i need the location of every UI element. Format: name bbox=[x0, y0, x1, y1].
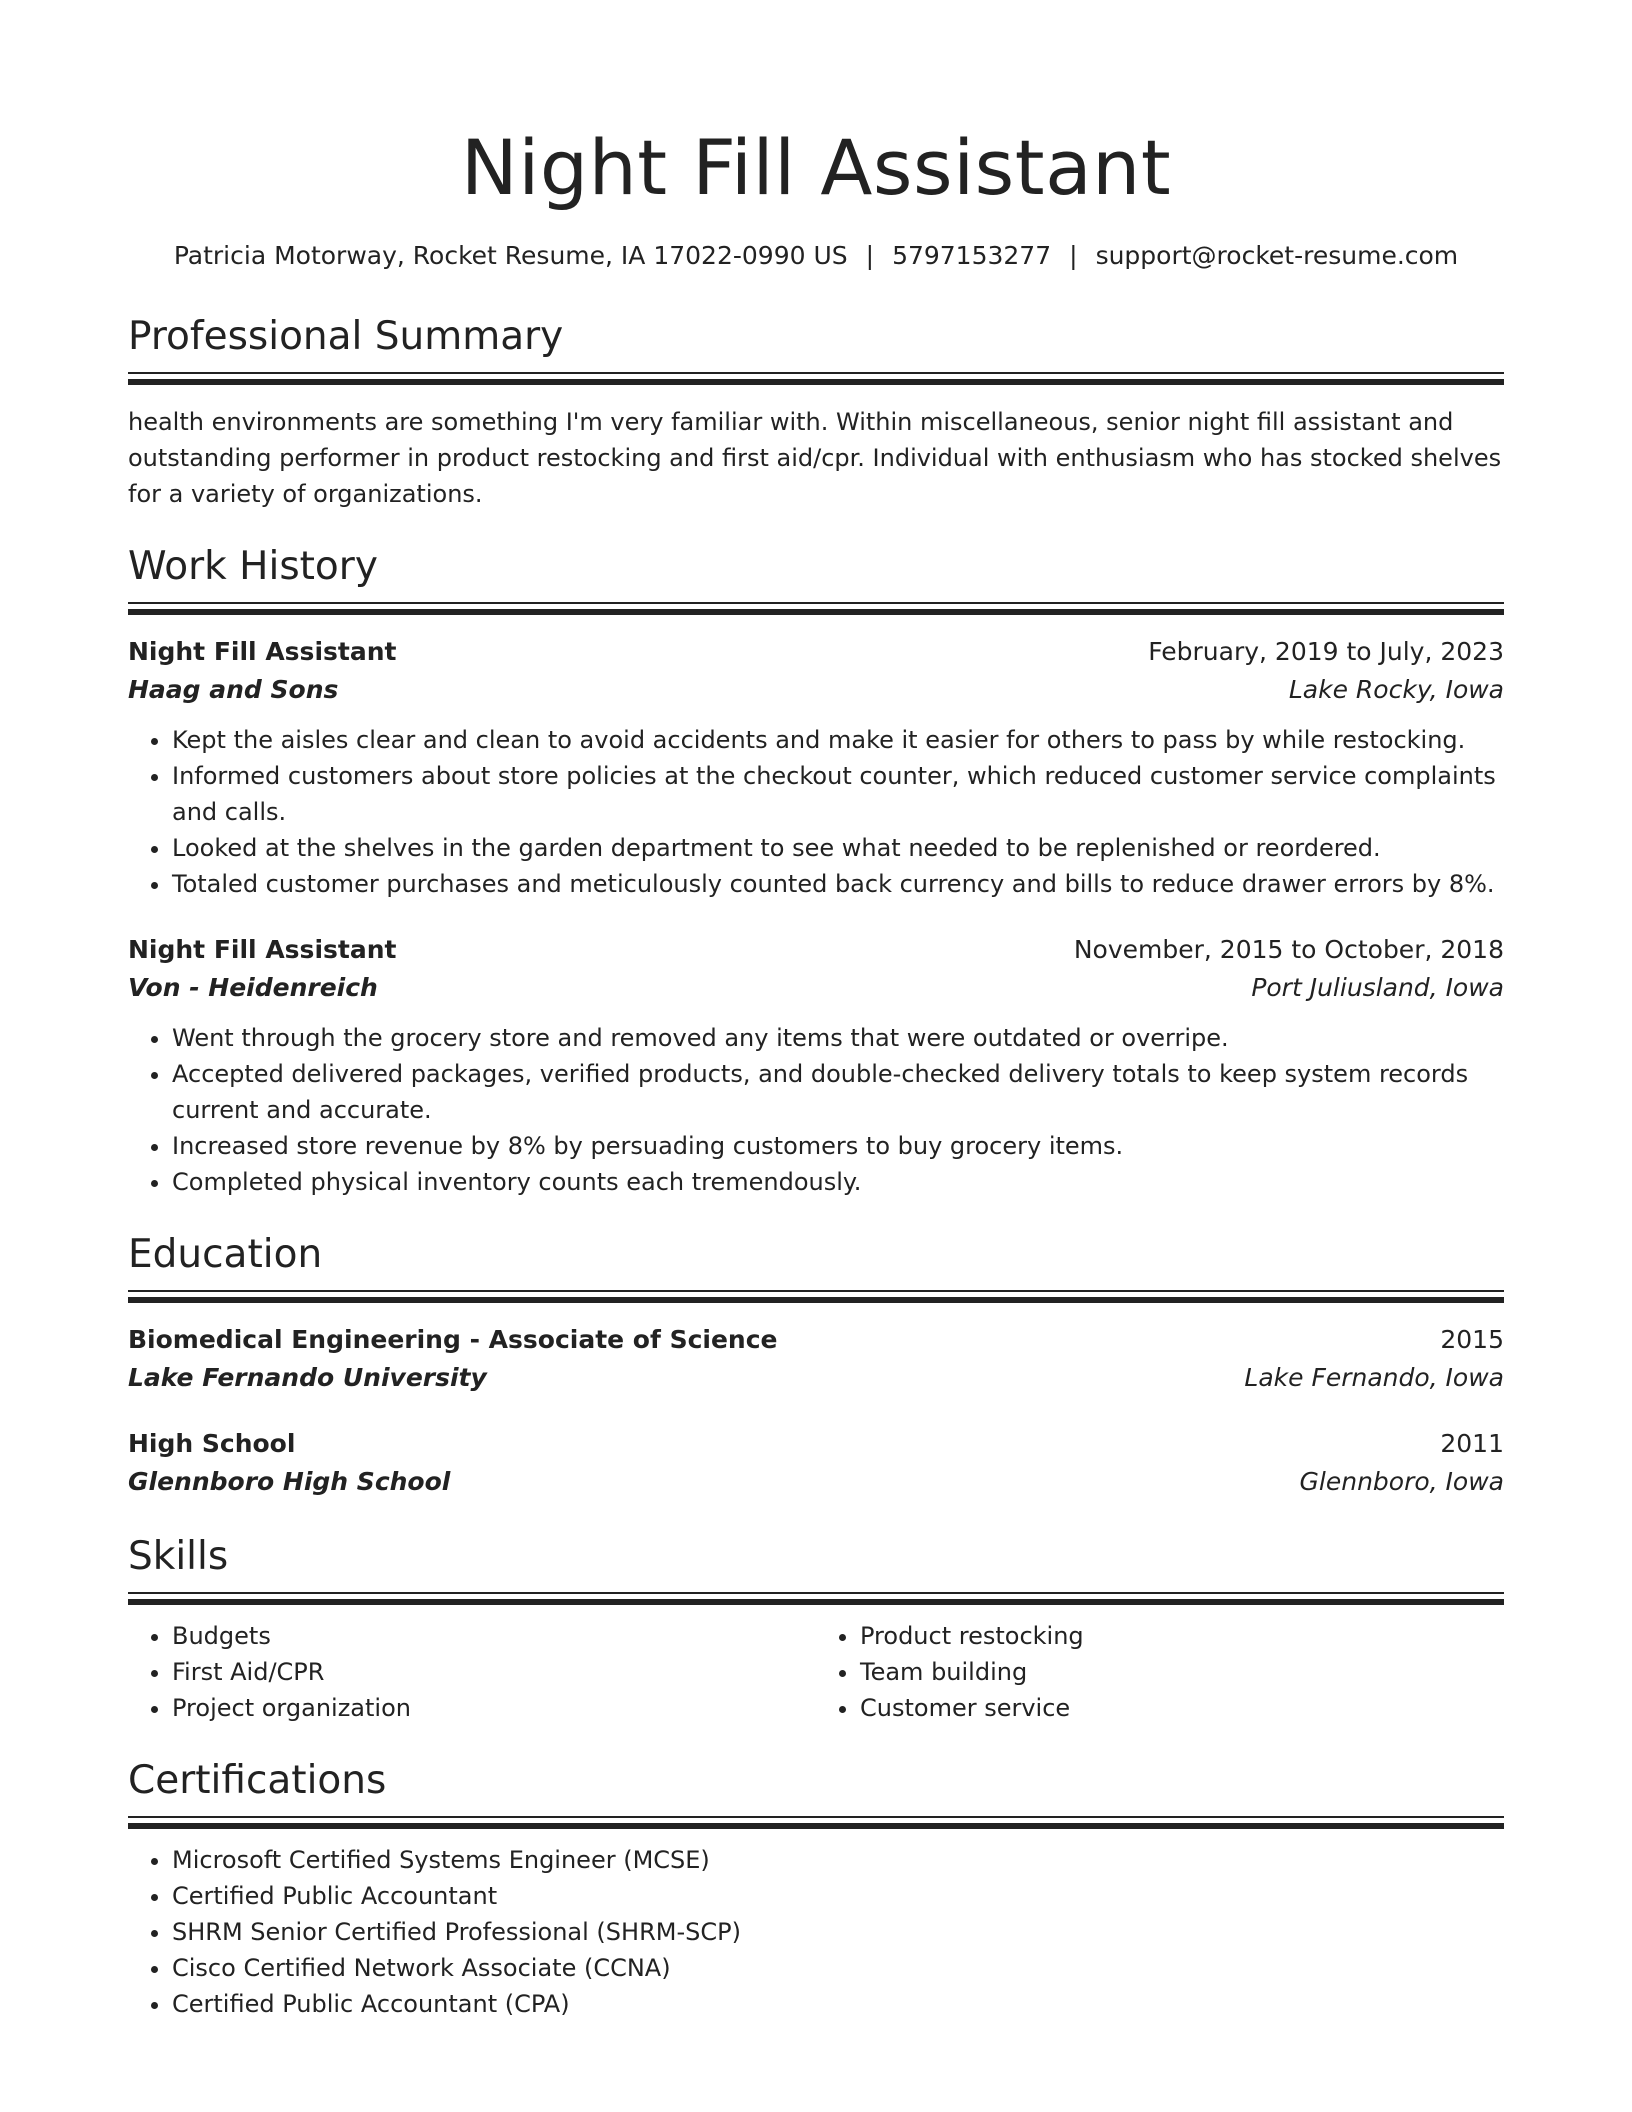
contact-phone: 5797153277 bbox=[892, 241, 1052, 270]
job-dates: November, 2015 to October, 2018 bbox=[1073, 935, 1504, 964]
education-section bbox=[128, 1230, 1504, 1502]
job-bullet: • Kept the aisles clear and clean to avoid accidents and make it easier for others to pass by while restocking. bbox=[172, 722, 1504, 758]
education-degree: High School bbox=[128, 1429, 296, 1458]
contact-separator: | bbox=[865, 241, 875, 270]
job-company: Haag and Sons bbox=[128, 675, 339, 704]
education-year: 2015 bbox=[1440, 1325, 1504, 1354]
job-dates: February, 2019 to July, 2023 bbox=[1148, 637, 1504, 666]
section-divider bbox=[128, 1816, 1504, 1830]
contact-separator: | bbox=[1069, 241, 1078, 270]
job-title: Night Fill Assistant bbox=[128, 637, 397, 666]
certification-item: • Cisco Certified Network Associate (CCNA) bbox=[172, 1950, 1504, 1986]
section-title-skills: Skills bbox=[128, 1534, 229, 1579]
skills-column-left bbox=[128, 1618, 816, 1726]
job-location: Lake Rocky, Iowa bbox=[1288, 675, 1504, 704]
job-entry bbox=[128, 932, 1504, 1200]
skill-item: • Project organization bbox=[172, 1690, 816, 1726]
section-divider bbox=[128, 1290, 1504, 1304]
job-bullet: • Went through the grocery store and removed any items that were outdated or overripe. bbox=[172, 1020, 1504, 1056]
job-bullets bbox=[128, 722, 1504, 902]
certifications-list bbox=[128, 1842, 1504, 2022]
job-bullet: • Accepted delivered packages, verified products, and double-checked delivery totals to keep system records current and accurate. bbox=[172, 1056, 1504, 1128]
job-location: Port Juliusland, Iowa bbox=[1251, 973, 1504, 1002]
job-bullet: • Increased store revenue by 8% by persuading customers to buy grocery items. bbox=[172, 1128, 1504, 1164]
education-school: Lake Fernando University bbox=[128, 1363, 487, 1392]
skill-item: • Budgets bbox=[172, 1618, 816, 1654]
education-year: 2011 bbox=[1440, 1429, 1504, 1458]
job-title: Night Fill Assistant bbox=[128, 935, 397, 964]
section-divider bbox=[128, 1592, 1504, 1606]
contact-line bbox=[128, 238, 1504, 274]
education-school: Glennboro High School bbox=[128, 1467, 451, 1496]
section-title-summary: Professional Summary bbox=[128, 314, 564, 359]
job-bullet: • Informed customers about store policies at the checkout counter, which reduced customer service complaints and calls. bbox=[172, 758, 1504, 830]
certifications-section bbox=[128, 1756, 1504, 2022]
skill-item: • Product restocking bbox=[860, 1618, 1504, 1654]
education-entry bbox=[128, 1426, 1504, 1502]
education-location: Lake Fernando, Iowa bbox=[1244, 1363, 1504, 1392]
section-divider bbox=[128, 372, 1504, 386]
job-bullet: • Completed physical inventory counts each tremendously. bbox=[172, 1164, 1504, 1200]
work-history-section bbox=[128, 542, 1504, 1200]
skill-item: • First Aid/CPR bbox=[172, 1654, 816, 1690]
job-bullet: • Looked at the shelves in the garden department to see what needed to be replenished or reordered. bbox=[172, 830, 1504, 866]
job-bullet: • Totaled customer purchases and meticulously counted back currency and bills to reduce drawer errors by 8%. bbox=[172, 866, 1504, 902]
job-company: Von - Heidenreich bbox=[128, 973, 378, 1002]
certification-item: • Microsoft Certified Systems Engineer (MCSE) bbox=[172, 1842, 1504, 1878]
summary-text: health environments are something I'm very familiar with. Within miscellaneous, senior night fill assistant and outstanding performer in product restocking and first aid/cpr. Individual with enthusiasm who has stocked shelves for a variety of organizations. bbox=[128, 408, 1502, 508]
certification-item: • SHRM Senior Certified Professional (SHRM-SCP) bbox=[172, 1914, 1504, 1950]
contact-address: Patricia Motorway, Rocket Resume, IA 17022-0990 US bbox=[173, 241, 848, 270]
certification-item: • Certified Public Accountant bbox=[172, 1878, 1504, 1914]
skill-item: • Customer service bbox=[860, 1690, 1504, 1726]
skills-list bbox=[128, 1618, 1504, 1726]
skill-item: • Team building bbox=[860, 1654, 1504, 1690]
section-divider bbox=[128, 602, 1504, 616]
education-entry bbox=[128, 1322, 1504, 1398]
section-title-education: Education bbox=[128, 1232, 323, 1277]
summary-section bbox=[128, 312, 1504, 512]
job-entry bbox=[128, 634, 1504, 902]
section-title-work-history: Work History bbox=[128, 544, 378, 589]
skills-section bbox=[128, 1532, 1504, 1726]
certification-item: • Certified Public Accountant (CPA) bbox=[172, 1986, 1504, 2022]
education-degree: Biomedical Engineering - Associate of Science bbox=[128, 1325, 778, 1354]
skills-column-right bbox=[816, 1618, 1504, 1726]
job-bullets bbox=[128, 1020, 1504, 1200]
education-location: Glennboro, Iowa bbox=[1299, 1467, 1504, 1496]
page-title: Night Fill Assistant bbox=[460, 123, 1172, 212]
section-title-certifications: Certifications bbox=[128, 1758, 387, 1803]
contact-email: support@rocket-resume.com bbox=[1095, 241, 1459, 270]
